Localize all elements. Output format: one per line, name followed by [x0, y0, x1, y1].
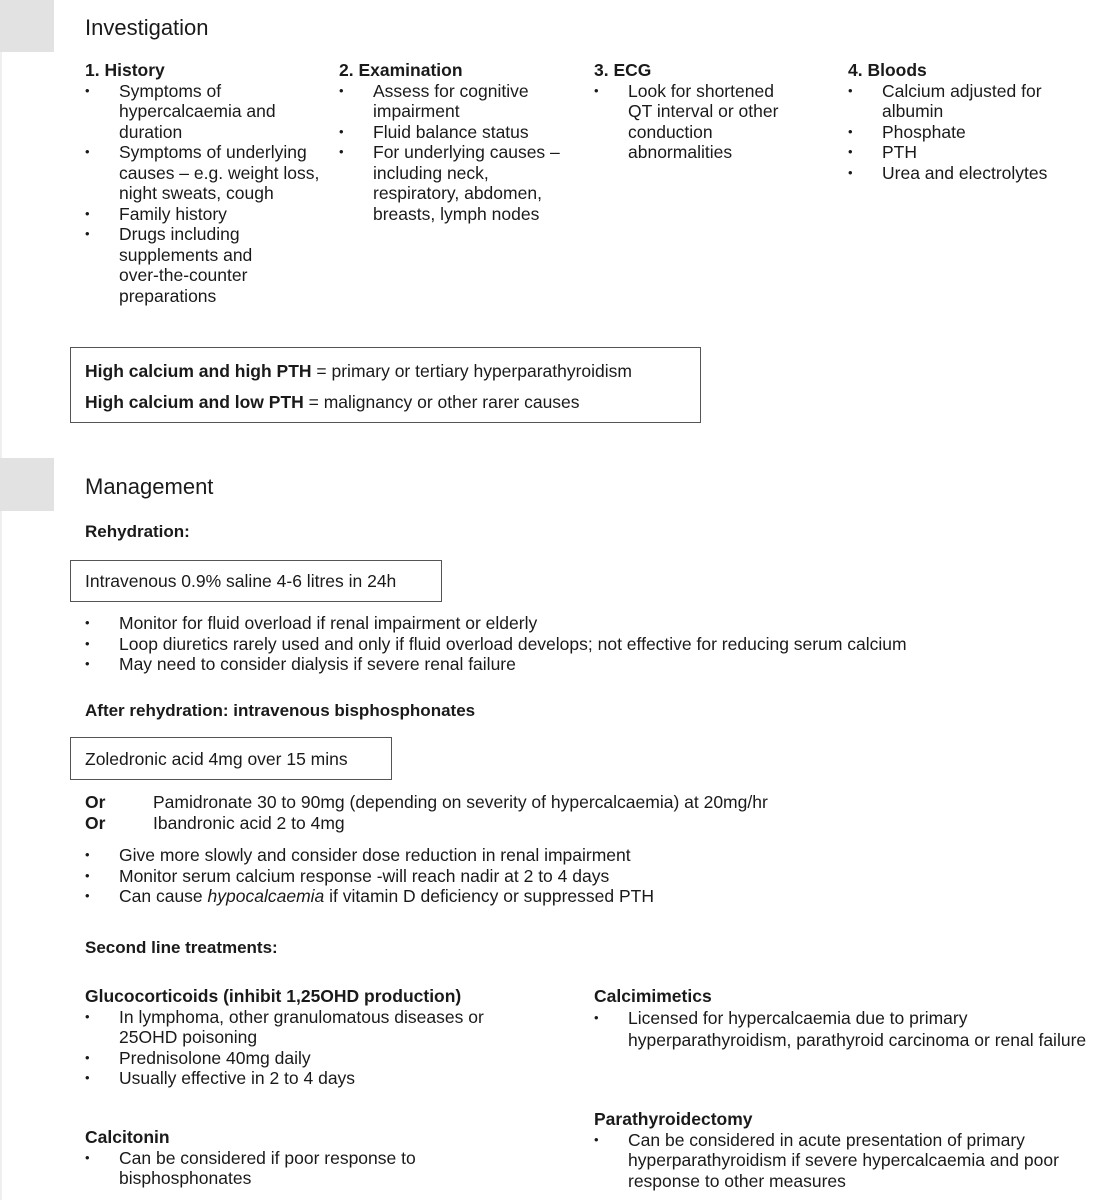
history-column: [85, 60, 320, 306]
calcitonin-block: [85, 1127, 505, 1189]
bisphosphonates-heading: After rehydration: intravenous bisphosphonates: [85, 701, 476, 720]
list-item: • Symptoms of underlying causes – e.g. weight loss, night sweats, cough: [85, 142, 320, 204]
list-item: • Usually effective in 2 to 4 days: [85, 1068, 555, 1089]
list-item: • May need to consider dialysis if severe renal failure: [85, 654, 1085, 675]
bloods-heading: 4. Bloods: [848, 60, 927, 80]
list-item: • For underlying causes – including neck, respiratory, abdomen, breasts, lymph nodes: [339, 142, 579, 224]
alternative-drug: Ibandronic acid 2 to 4mg: [153, 812, 345, 833]
bloods-column: [848, 60, 1088, 183]
examination-column: [339, 60, 579, 224]
glucocorticoids-heading: Glucocorticoids (inhibit 1,25OHD production): [85, 986, 462, 1006]
list-item: • Assess for cognitive impairment: [339, 81, 579, 122]
rehydration-heading: Rehydration:: [85, 522, 190, 541]
or-label: Or: [85, 812, 106, 833]
investigation-title: Investigation: [85, 15, 209, 40]
list-item: • Urea and electrolytes: [848, 163, 1088, 184]
list-item: • Fluid balance status: [339, 122, 579, 143]
section-tab-management: [0, 458, 54, 511]
list-item: • Calcium adjusted for albumin: [848, 81, 1088, 122]
or-label: Or: [85, 792, 106, 812]
saline-text: Intravenous 0.9% saline 4-6 litres in 24h: [85, 571, 397, 591]
list-item: • Family history: [85, 204, 320, 225]
rehydration-list: [85, 613, 1085, 675]
management-title: Management: [85, 474, 214, 499]
section-tab-investigation: [0, 0, 54, 52]
parathyroidectomy-block: [594, 1109, 1089, 1191]
list-item: • Monitor for fluid overload if renal impairment or elderly: [85, 613, 1085, 634]
alternative-row: [85, 813, 768, 834]
parathyroidectomy-heading: Parathyroidectomy: [594, 1109, 753, 1129]
list-item: • Look for shortened QT interval or other conduction abnormalities: [594, 81, 814, 163]
second-line-heading: Second line treatments:: [85, 938, 278, 957]
examination-heading: 2. Examination: [339, 60, 463, 80]
list-item: • Licensed for hypercalcaemia due to primary hyperparathyroidism, parathyroid carcinoma or renal failure: [594, 1007, 1089, 1051]
pth-line-low: High calcium and low PTH = malignancy or other rarer causes: [85, 392, 580, 412]
pth-interpretation-box: [70, 347, 701, 423]
list-item: • Symptoms of hypercalcaemia and duration: [85, 81, 320, 143]
ecg-column: [594, 60, 814, 163]
zoledronic-box: [70, 737, 392, 780]
alternative-list: [85, 792, 768, 833]
calcimimetics-heading: Calcimimetics: [594, 986, 712, 1006]
saline-box: [70, 560, 442, 602]
alternative-row: [85, 792, 768, 813]
list-item: • PTH: [848, 142, 1088, 163]
bisphosphonates-list: [85, 845, 1085, 907]
pth-line-high: High calcium and high PTH = primary or tertiary hyperparathyroidism: [85, 361, 632, 381]
list-item: • Can cause hypocalcaemia if vitamin D deficiency or suppressed PTH: [85, 886, 1085, 907]
list-item: • Phosphate: [848, 122, 1088, 143]
list-item: • Prednisolone 40mg daily: [85, 1048, 555, 1069]
list-item: • Monitor serum calcium response -will reach nadir at 2 to 4 days: [85, 866, 1085, 887]
glucocorticoids-block: [85, 986, 555, 1089]
list-item: • Drugs including supplements and over-the-counter preparations: [85, 224, 320, 306]
calcimimetics-block: [594, 986, 1089, 1051]
list-item: • Give more slowly and consider dose reduction in renal impairment: [85, 845, 1085, 866]
alternative-drug: Pamidronate 30 to 90mg (depending on severity of hypercalcaemia) at 20mg/hr: [153, 792, 768, 812]
list-item: • Can be considered if poor response to bisphosphonates: [85, 1148, 505, 1189]
list-item: • In lymphoma, other granulomatous diseases or 25OHD poisoning: [85, 1007, 555, 1048]
ecg-heading: 3. ECG: [594, 60, 652, 80]
calcitonin-heading: Calcitonin: [85, 1127, 170, 1147]
left-edge: [0, 0, 2, 1200]
list-item: • Can be considered in acute presentation of primary hyperparathyroidism if severe hypercalcaemia and poor response to other measures: [594, 1130, 1089, 1192]
list-item: • Loop diuretics rarely used and only if fluid overload develops; not effective for reducing serum calcium: [85, 634, 1085, 655]
zoledronic-text: Zoledronic acid 4mg over 15 mins: [85, 749, 348, 769]
history-heading: 1. History: [85, 60, 165, 80]
